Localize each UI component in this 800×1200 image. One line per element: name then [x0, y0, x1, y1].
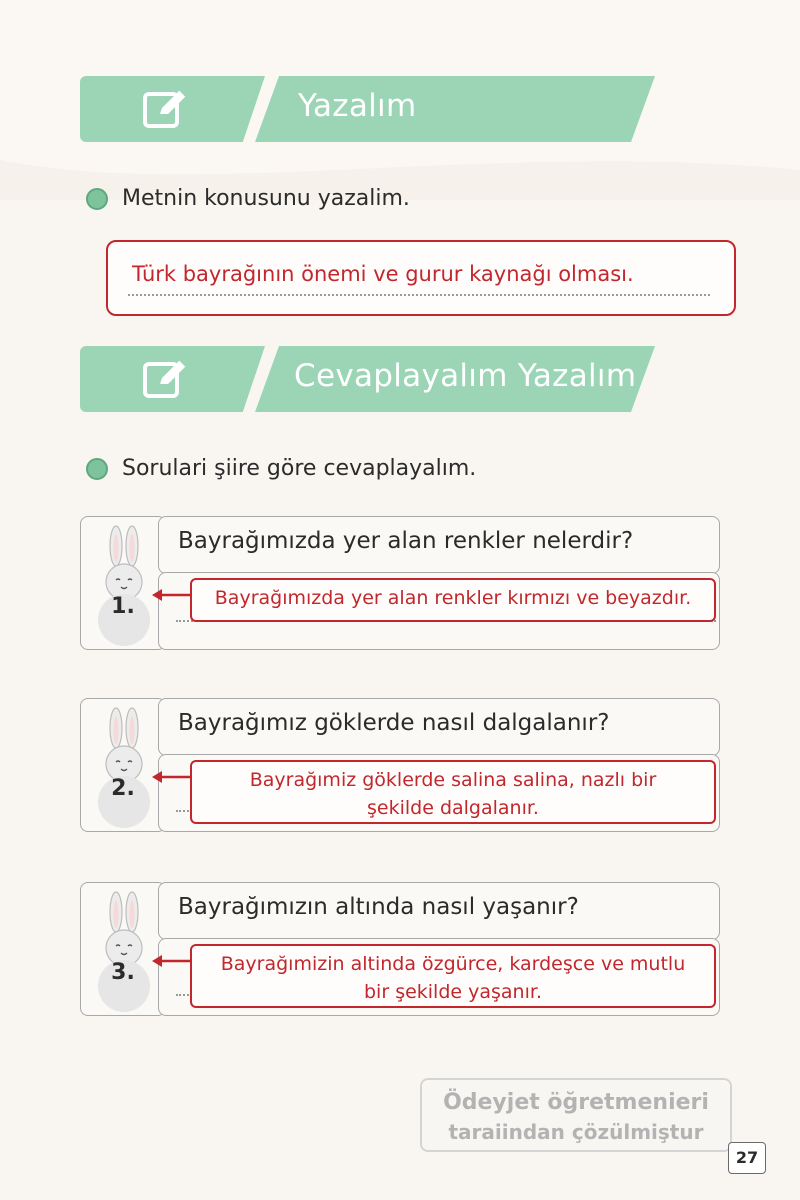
bullet-dot-icon: [86, 188, 108, 210]
instruction-questions: [86, 456, 476, 481]
question-number: 2.: [111, 776, 135, 801]
question-number: 1.: [111, 594, 135, 619]
bunny-icon: [94, 890, 154, 1012]
writing-line: [128, 294, 710, 296]
stamp-line-2: taraiindan çözülmiştur: [448, 1120, 704, 1144]
bunny-icon: [94, 524, 154, 646]
section-title: Yazalım: [298, 88, 417, 124]
instruction-text: Metnin konusunu yazalim.: [122, 186, 410, 211]
edit-icon: [142, 88, 188, 130]
instruction-text: Sorulari şiire göre cevaplayalım.: [122, 456, 477, 481]
arrow-left-icon: [150, 954, 194, 968]
answer-text-line-2: bir şekilde yaşanır.: [364, 981, 542, 1003]
question-card-1: [80, 516, 722, 650]
topic-answer-box: [106, 240, 736, 316]
question-text: Bayrağımız göklerde nasıl dalgalanır?: [178, 710, 610, 736]
section-title: Cevaplayalım Yazalım: [294, 358, 637, 394]
answer-text-line-1: Bayrağımiz göklerde salina salina, nazlı bir: [249, 769, 657, 791]
bullet-dot-icon: [86, 458, 108, 480]
answer-box: [190, 944, 716, 1008]
section-banner-yazalim: [80, 76, 660, 142]
question-text: Bayrağımızda yer alan renkler nelerdir?: [178, 528, 634, 554]
question-number: 3.: [111, 960, 135, 985]
answer-text-line-2: şekilde dalgalanır.: [367, 797, 539, 819]
topic-answer-text: Türk bayrağının önemi ve gurur kaynağı olması.: [132, 262, 634, 286]
page-number: 27: [728, 1142, 766, 1174]
answer-text: Bayrağımızda yer alan renkler kırmızı ve beyazdır.: [214, 587, 692, 609]
answer-box: [190, 578, 716, 622]
question-card-3: [80, 882, 722, 1016]
arrow-left-icon: [150, 770, 194, 784]
answer-text-line-1: Bayrağımizin altinda özgürce, kardeşce ve mutlu: [220, 953, 686, 975]
arrow-left-icon: [150, 588, 194, 602]
section-banner-cevaplayalim: [80, 346, 660, 412]
instruction-topic: [86, 186, 410, 211]
bunny-icon: [94, 706, 154, 828]
stamp-line-1: Ödeyjet öğretmenieri: [443, 1090, 709, 1115]
edit-icon: [142, 358, 188, 400]
question-card-2: [80, 698, 722, 832]
question-text: Bayrağımızın altında nasıl yaşanır?: [178, 894, 579, 920]
teacher-stamp: [420, 1078, 732, 1152]
answer-box: [190, 760, 716, 824]
